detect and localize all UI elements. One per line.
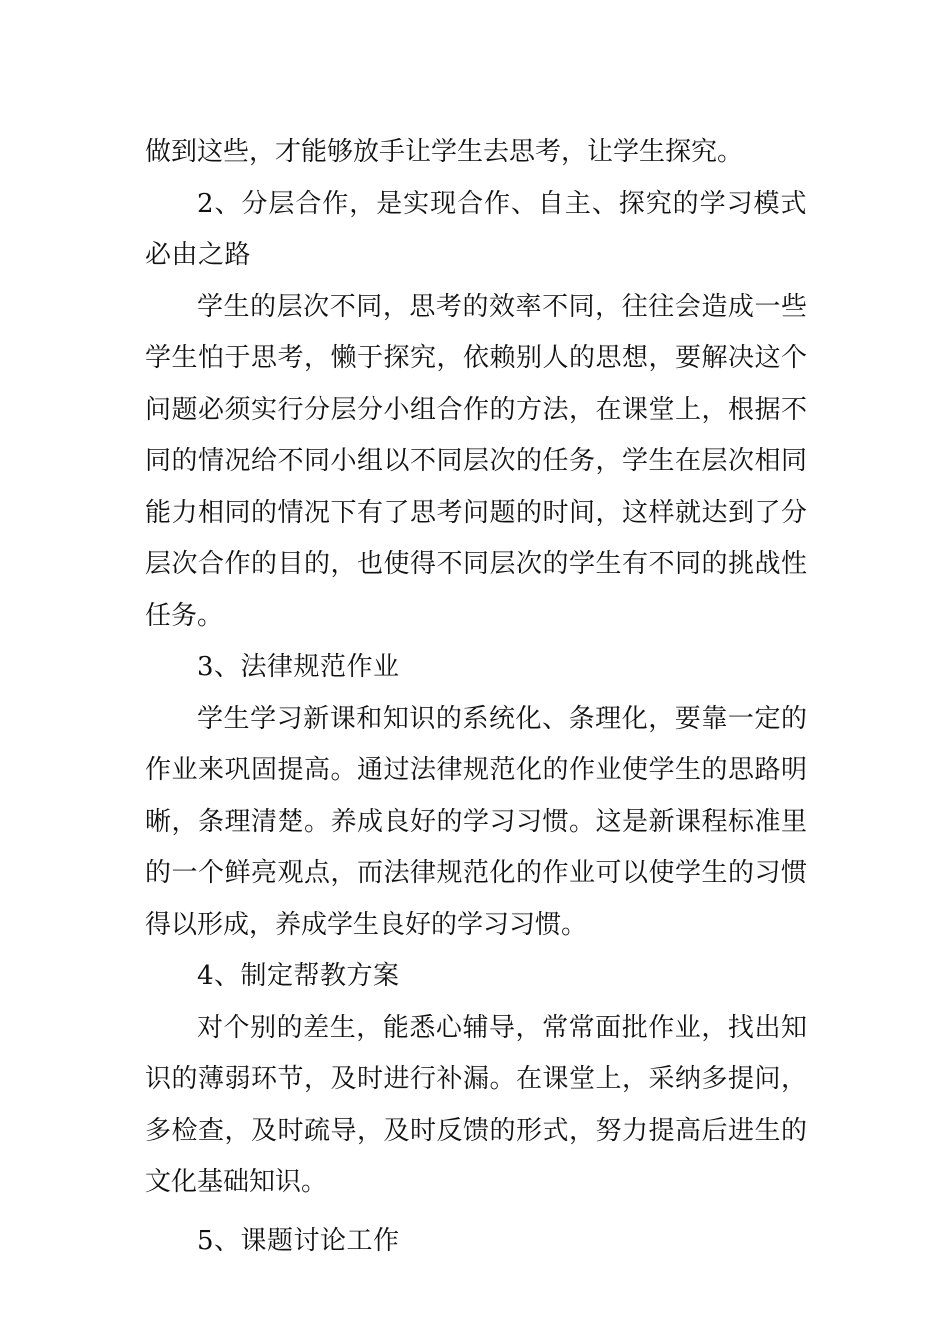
document-body bbox=[145, 127, 807, 1267]
paragraph-continuation: 做到这些，才能够放手让学生去思考，让学生探究。 bbox=[145, 137, 744, 167]
section-heading-2: 2、分层合作，是实现合作、自主、探究的学习模式必由之路 bbox=[145, 188, 807, 270]
section-heading-4: 4、制定帮教方案 bbox=[197, 961, 400, 991]
paragraph-layered-cooperation: 学生的层次不同，思考的效率不同，往往会造成一些学生怕于思考，懒于探究，依赖别人的思想，要解决这个问题必须实行分层分小组合作的方法，在课堂上，根据不同的情况给不同小组以不同层次的任务，学生在层次相同能力相同的情况下有了思考问题的时间，这样就达到了分层次合作的目的，也使得不同层次的学生有不同的挑战性任务。 bbox=[145, 291, 807, 631]
paragraph-homework-standards: 学生学习新课和知识的系统化、条理化，要靠一定的作业来巩固提高。通过法律规范化的作业使学生的思路明晰，条理清楚。养成良好的学习习惯。这是新课程标准里的一个鲜亮观点，而法律规范化的作业可以使学生的习惯得以形成，养成学生良好的学习习惯。 bbox=[145, 703, 807, 940]
paragraph-tutoring-plan: 对个别的差生，能悉心辅导，常常面批作业，找出知识的薄弱环节，及时进行补漏。在课堂上，采纳多提问，多检查，及时疏导，及时反馈的形式，努力提高后进生的文化基础知识。 bbox=[145, 1012, 807, 1197]
section-heading-5: 5、课题讨论工作 bbox=[197, 1225, 400, 1256]
paragraph-gap bbox=[145, 1209, 807, 1216]
section-heading-3: 3、法律规范作业 bbox=[197, 652, 400, 682]
